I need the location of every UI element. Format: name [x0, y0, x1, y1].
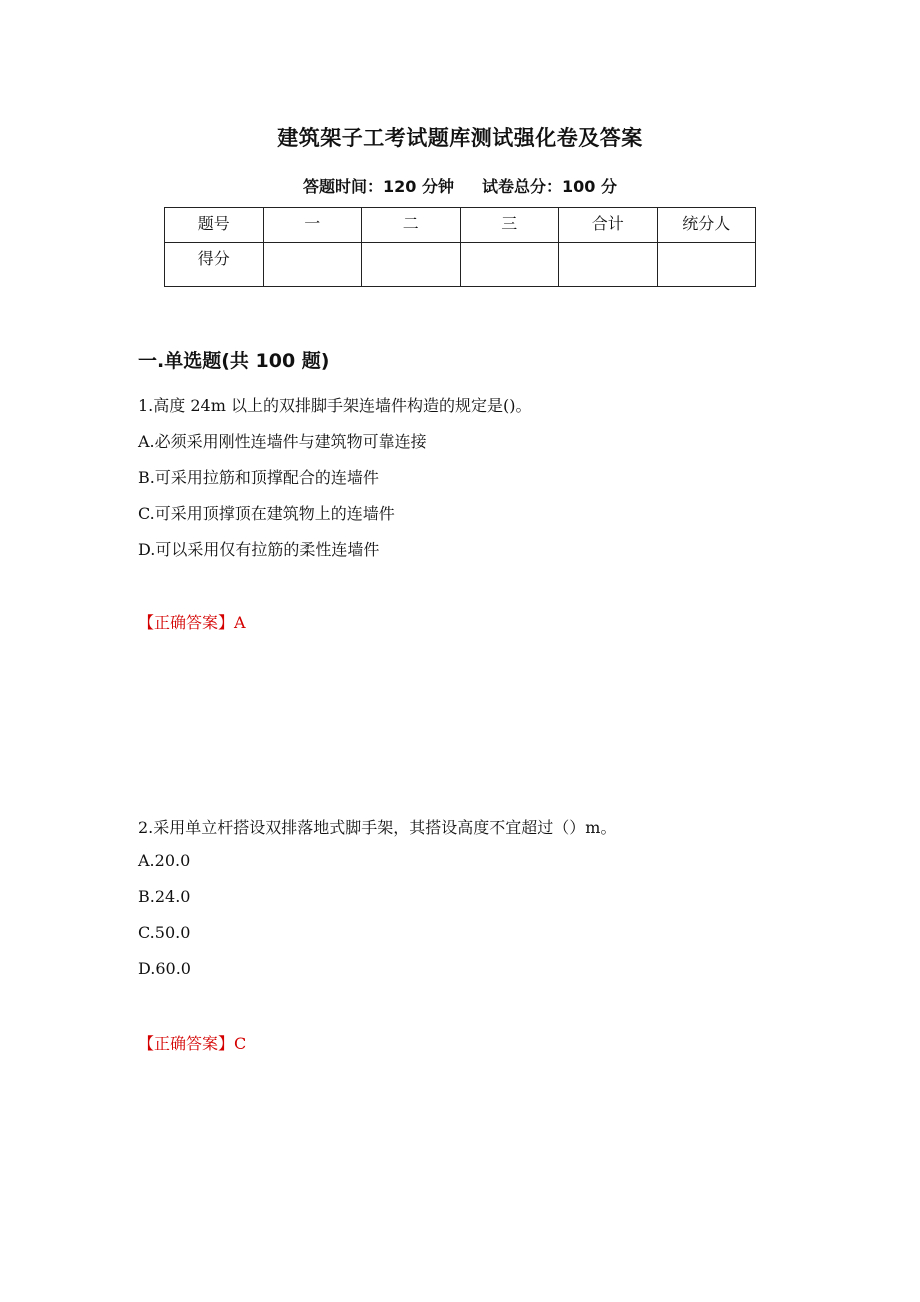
question-option: A.20.0: [138, 851, 191, 870]
score-cell: [460, 243, 559, 287]
document-title: 建筑架子工考试题库测试强化卷及答案: [277, 126, 643, 150]
score-header-cell: 题号: [165, 208, 264, 243]
score-cell: [657, 243, 756, 287]
score-cell: [263, 243, 362, 287]
question-option: C.可采用顶撑顶在建筑物上的连墙件: [138, 504, 395, 523]
question-option: B.可采用拉筋和顶撑配合的连墙件: [138, 468, 379, 487]
score-header-cell: 二: [362, 208, 461, 243]
question-option: D.60.0: [138, 959, 191, 978]
score-table-header-row: [165, 208, 756, 243]
score-table-score-row: [165, 243, 756, 287]
score-header-cell: 合计: [559, 208, 658, 243]
question-option: C.50.0: [138, 923, 191, 942]
score-cell: [362, 243, 461, 287]
score-header-cell: 一: [263, 208, 362, 243]
question-option: B.24.0: [138, 887, 191, 906]
correct-answer: 【正确答案】C: [138, 1034, 247, 1053]
score-cell: [559, 243, 658, 287]
score-row-label: 得分: [165, 243, 264, 287]
exam-info: [0, 174, 920, 197]
section-title: 一.单选题(共 100 题): [138, 350, 330, 372]
score-table: [164, 207, 756, 287]
question-option: D.可以采用仅有拉筋的柔性连墙件: [138, 540, 380, 559]
exam-time: 答题时间：120 分钟: [303, 177, 454, 196]
score-header-cell: 统分人: [657, 208, 756, 243]
question-option: A.必须采用刚性连墙件与建筑物可靠连接: [138, 432, 427, 451]
question-stem: 1.高度 24m 以上的双排脚手架连墙件构造的规定是()。: [138, 396, 532, 415]
question-stem: 2.采用单立杆搭设双排落地式脚手架，其搭设高度不宜超过（）m。: [138, 818, 617, 837]
score-header-cell: 三: [460, 208, 559, 243]
correct-answer: 【正确答案】A: [138, 613, 246, 632]
exam-total-score: 试卷总分：100 分: [482, 177, 617, 196]
